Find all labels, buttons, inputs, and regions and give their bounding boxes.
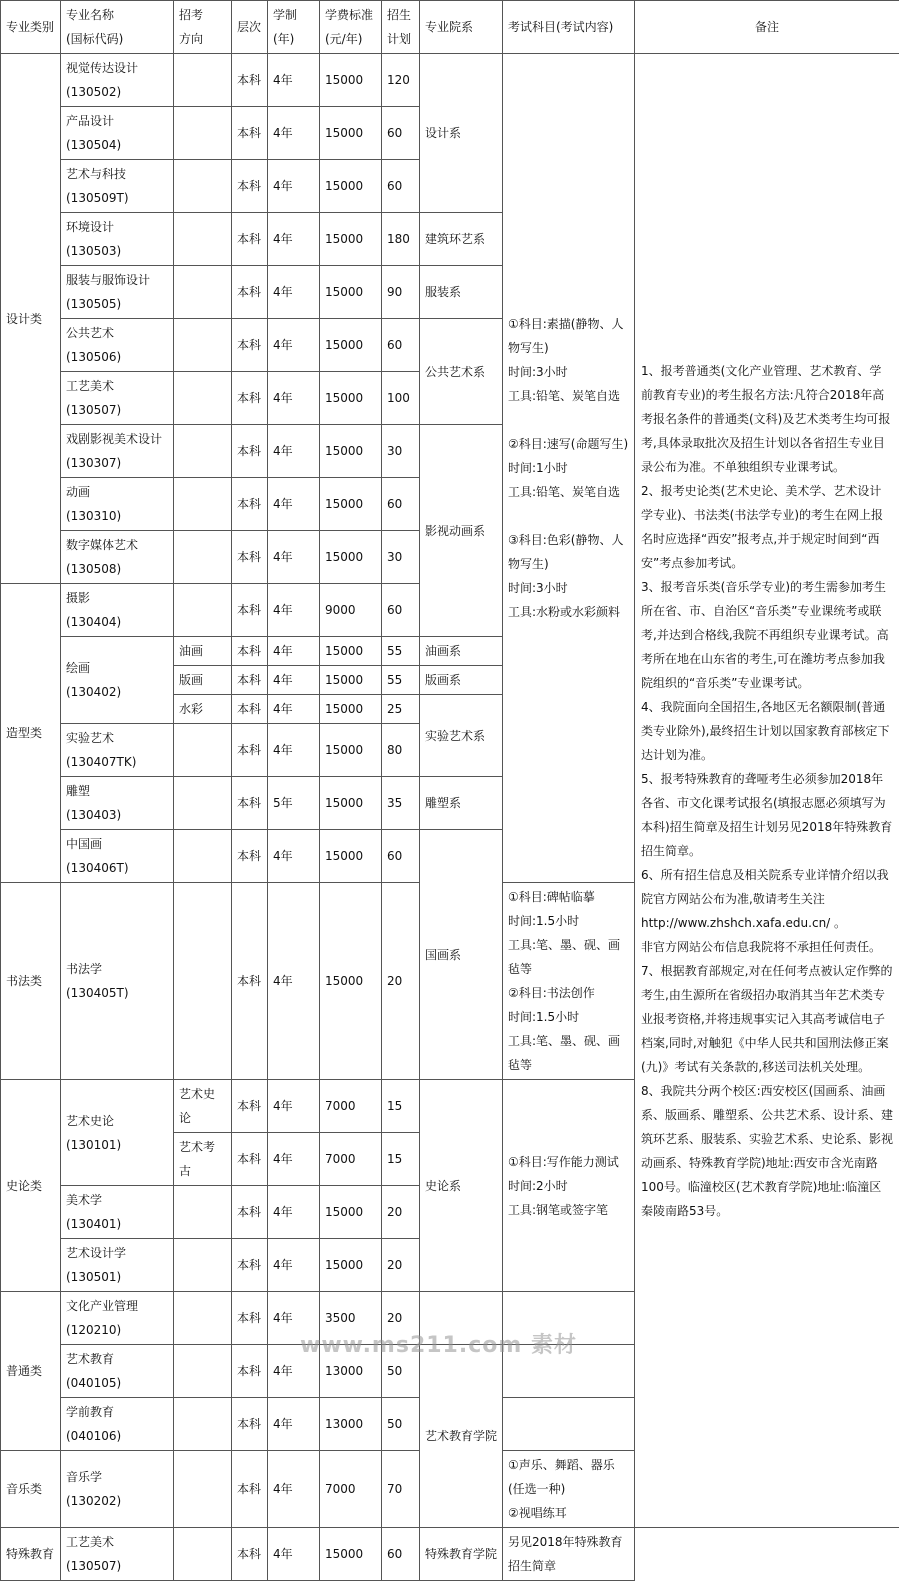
major-name: 视觉传达设计 (130502) [61, 54, 174, 107]
fee: 13000 [320, 1398, 382, 1451]
plan: 25 [382, 695, 420, 724]
plan: 15 [382, 1080, 420, 1133]
fee: 3500 [320, 1292, 382, 1345]
fee: 15000 [320, 1239, 382, 1292]
plan: 55 [382, 666, 420, 695]
direction [174, 160, 232, 213]
department-chinese-painting: 国画系 [420, 830, 503, 1080]
header-category: 专业类别 [1, 1, 61, 54]
department-experimental: 实验艺术系 [420, 695, 503, 777]
direction [174, 724, 232, 777]
level: 本科 [232, 478, 268, 531]
years: 4年 [268, 1080, 320, 1133]
exam-music: ①声乐、舞蹈、器乐(任选一种) ②视唱练耳 [503, 1451, 635, 1528]
level: 本科 [232, 724, 268, 777]
level: 本科 [232, 531, 268, 584]
department-sculpture: 雕塑系 [420, 777, 503, 830]
fee: 15000 [320, 372, 382, 425]
department-special-education: 特殊教育学院 [420, 1528, 503, 1581]
level: 本科 [232, 666, 268, 695]
level: 本科 [232, 637, 268, 666]
level: 本科 [232, 830, 268, 883]
direction [174, 1186, 232, 1239]
fee: 15000 [320, 266, 382, 319]
direction [174, 883, 232, 1080]
level: 本科 [232, 54, 268, 107]
level: 本科 [232, 1239, 268, 1292]
years: 4年 [268, 372, 320, 425]
major-name: 公共艺术 (130506) [61, 319, 174, 372]
major-name: 书法学 (130405T) [61, 883, 174, 1080]
direction: 油画 [174, 637, 232, 666]
plan: 100 [382, 372, 420, 425]
header-fee: 学费标准 (元/年) [320, 1, 382, 54]
plan: 15 [382, 1133, 420, 1186]
direction: 水彩 [174, 695, 232, 724]
major-name: 雕塑 (130403) [61, 777, 174, 830]
years: 4年 [268, 107, 320, 160]
plan: 20 [382, 1239, 420, 1292]
major-name: 艺术与科技 (130509T) [61, 160, 174, 213]
fee: 15000 [320, 213, 382, 266]
plan: 60 [382, 478, 420, 531]
category-design: 设计类 [1, 54, 61, 584]
years: 4年 [268, 478, 320, 531]
direction [174, 584, 232, 637]
department-history: 史论系 [420, 1080, 503, 1292]
fee: 15000 [320, 724, 382, 777]
plan: 30 [382, 425, 420, 478]
plan: 35 [382, 777, 420, 830]
years: 4年 [268, 1292, 320, 1345]
years: 4年 [268, 695, 320, 724]
years: 4年 [268, 883, 320, 1080]
fee: 9000 [320, 584, 382, 637]
header-level: 层次 [232, 1, 268, 54]
category-special: 特殊教育 [1, 1528, 61, 1581]
header-plan: 招生 计划 [382, 1, 420, 54]
plan: 30 [382, 531, 420, 584]
fee: 15000 [320, 666, 382, 695]
category-music: 音乐类 [1, 1451, 61, 1528]
category-calligraphy: 书法类 [1, 883, 61, 1080]
major-name: 艺术史论 (130101) [61, 1080, 174, 1186]
level: 本科 [232, 1186, 268, 1239]
years: 4年 [268, 1345, 320, 1398]
major-name: 绘画 (130402) [61, 637, 174, 724]
plan: 60 [382, 160, 420, 213]
fee: 15000 [320, 319, 382, 372]
major-name: 艺术设计学 (130501) [61, 1239, 174, 1292]
direction [174, 830, 232, 883]
major-name: 实验艺术 (130407TK) [61, 724, 174, 777]
level: 本科 [232, 1133, 268, 1186]
direction [174, 372, 232, 425]
department-oil: 油画系 [420, 637, 503, 666]
fee: 15000 [320, 531, 382, 584]
direction [174, 1292, 232, 1345]
header-department: 专业院系 [420, 1, 503, 54]
fee: 15000 [320, 160, 382, 213]
years: 4年 [268, 213, 320, 266]
level: 本科 [232, 107, 268, 160]
plan: 120 [382, 54, 420, 107]
department-print: 版画系 [420, 666, 503, 695]
exam-history: ①科目:写作能力测试 时间:2小时 工具:钢笔或签字笔 [503, 1080, 635, 1292]
plan: 60 [382, 319, 420, 372]
major-name: 美术学 (130401) [61, 1186, 174, 1239]
major-name: 工艺美术 (130507) [61, 1528, 174, 1581]
direction [174, 1345, 232, 1398]
years: 4年 [268, 160, 320, 213]
level: 本科 [232, 883, 268, 1080]
plan: 60 [382, 830, 420, 883]
level: 本科 [232, 584, 268, 637]
header-major: 专业名称 (国标代码) [61, 1, 174, 54]
exam-empty [503, 1398, 635, 1451]
level: 本科 [232, 1451, 268, 1528]
direction [174, 1528, 232, 1581]
plan: 20 [382, 883, 420, 1080]
plan: 50 [382, 1345, 420, 1398]
direction [174, 478, 232, 531]
header-years: 学制 (年) [268, 1, 320, 54]
years: 4年 [268, 830, 320, 883]
direction [174, 1451, 232, 1528]
header-direction: 招考 方向 [174, 1, 232, 54]
major-name: 中国画 (130406T) [61, 830, 174, 883]
direction: 艺术考古 [174, 1133, 232, 1186]
major-name: 产品设计 (130504) [61, 107, 174, 160]
plan: 80 [382, 724, 420, 777]
major-name: 音乐学 (130202) [61, 1451, 174, 1528]
direction [174, 54, 232, 107]
direction [174, 1239, 232, 1292]
years: 4年 [268, 637, 320, 666]
exam-empty [503, 1292, 635, 1345]
department-architecture: 建筑环艺系 [420, 213, 503, 266]
major-name: 摄影 (130404) [61, 584, 174, 637]
level: 本科 [232, 777, 268, 830]
fee: 15000 [320, 695, 382, 724]
major-name: 文化产业管理 (120210) [61, 1292, 174, 1345]
fee: 15000 [320, 883, 382, 1080]
fee: 15000 [320, 1528, 382, 1581]
direction [174, 107, 232, 160]
plan: 70 [382, 1451, 420, 1528]
exam-art: ①科目:素描(静物、人物写生) 时间:3小时 工具:铅笔、炭笔自选 ②科目:速写(命题写生) 时间:1小时 工具:铅笔、炭笔自选 ③科目:色彩(静物、人物写生) 时间:3小时 工具:水粉或水彩颜料 [503, 54, 635, 883]
level: 本科 [232, 1292, 268, 1345]
fee: 15000 [320, 478, 382, 531]
major-name: 戏剧影视美术设计 (130307) [61, 425, 174, 478]
direction [174, 531, 232, 584]
years: 4年 [268, 1451, 320, 1528]
level: 本科 [232, 213, 268, 266]
plan: 90 [382, 266, 420, 319]
exam-special: 另见2018年特殊教育招生简章 [503, 1528, 635, 1581]
direction: 版画 [174, 666, 232, 695]
fee: 15000 [320, 830, 382, 883]
department-empty [420, 1292, 503, 1345]
fee: 7000 [320, 1133, 382, 1186]
watermark: www.ms211.com 素材 [300, 1328, 577, 1359]
department-public-art: 公共艺术系 [420, 319, 503, 425]
plan: 20 [382, 1292, 420, 1345]
major-name: 数字媒体艺术 (130508) [61, 531, 174, 584]
category-fine-art: 造型类 [1, 584, 61, 883]
level: 本科 [232, 372, 268, 425]
years: 4年 [268, 1186, 320, 1239]
exam-empty [503, 1345, 635, 1398]
level: 本科 [232, 1528, 268, 1581]
fee: 15000 [320, 777, 382, 830]
level: 本科 [232, 160, 268, 213]
level: 本科 [232, 266, 268, 319]
exam-calligraphy: ①科目:碑帖临摹 时间:1.5小时 工具:笔、墨、砚、画毡等 ②科目:书法创作 时间:1.5小时 工具:笔、墨、砚、画毡等 [503, 883, 635, 1080]
fee: 7000 [320, 1080, 382, 1133]
years: 4年 [268, 584, 320, 637]
direction [174, 425, 232, 478]
plan: 60 [382, 584, 420, 637]
years: 4年 [268, 666, 320, 695]
department-fashion: 服装系 [420, 266, 503, 319]
major-name: 动画 (130310) [61, 478, 174, 531]
fee: 15000 [320, 1186, 382, 1239]
years: 5年 [268, 777, 320, 830]
level: 本科 [232, 1398, 268, 1451]
direction [174, 1398, 232, 1451]
level: 本科 [232, 425, 268, 478]
category-history: 史论类 [1, 1080, 61, 1292]
department-animation: 影视动画系 [420, 425, 503, 637]
years: 4年 [268, 1239, 320, 1292]
direction [174, 777, 232, 830]
years: 4年 [268, 1398, 320, 1451]
remarks: 1、报考普通类(文化产业管理、艺术教育、学前教育专业)的考生报名方法:凡符合2018年高考报名条件的普通类(文科)及艺术类考生均可报考,具体录取批次及招生计划以各省招生专业目录公布为准。不单独组织专业课考试。 2、报考史论类(艺术史论、美术学、艺术设计学专业)、书法类(书法学专业)的考生在网上报名时应选择“西安”报考点,并于规定时间到“西安”考点参加考试。 3、报考音乐类(音乐学专业)的考生需参加考生所在省、市、自治区“音乐类”专业课统考或联考,并达到合格线,我院不再组织专业课考试。高考所在地在山东省的考生,可在潍坊考点参加我院组织的“音乐类”专业课考试。 4、我院面向全国招生,各地区无名额限制(普通类专业除外),最终招生计划以国家教育部核定下达计划为准。 5、报考特殊教育的聋哑考生必须参加2018年各省、市文化课考试报名(填报志愿必须填写为本科)招生简章及招生计划另见2018年特殊教育招生简章。 6、所有招生信息及相关院系专业详情介绍以我院官方网站公布为准,敬请考生关注http://www.zhshch.xafa.edu.cn/ 。 非官方网站公布信息我院将不承担任何责任。 7、根据教育部规定,对在任何考点被认定作弊的考生,由生源所在省级招办取消其当年艺术类专业报考资格,并将违规事实记入其高考诚信电子档案,同时,对触犯《中华人民共和国刑法修正案(九)》考试有关条款的,移送司法机关处理。 8、我院共分两个校区:西安校区(国画系、油画系、版画系、雕塑系、公共艺术系、设计系、建筑环艺系、服装系、实验艺术系、史论系、影视动画系、特殊教育学院)地址:西安市含光南路100号。临潼校区(艺术教育学院)地址:临潼区秦陵南路53号。 [635, 54, 899, 1528]
years: 4年 [268, 531, 320, 584]
level: 本科 [232, 695, 268, 724]
major-name: 艺术教育 (040105) [61, 1345, 174, 1398]
years: 4年 [268, 724, 320, 777]
header-exam: 考试科目(考试内容) [503, 1, 635, 54]
fee: 15000 [320, 54, 382, 107]
years: 4年 [268, 1133, 320, 1186]
years: 4年 [268, 1528, 320, 1581]
major-name: 服装与服饰设计 (130505) [61, 266, 174, 319]
plan: 180 [382, 213, 420, 266]
direction [174, 319, 232, 372]
major-name: 学前教育 (040106) [61, 1398, 174, 1451]
direction [174, 213, 232, 266]
fee: 13000 [320, 1345, 382, 1398]
fee: 7000 [320, 1451, 382, 1528]
fee: 15000 [320, 637, 382, 666]
department-art-education: 艺术教育学院 [420, 1345, 503, 1528]
plan: 60 [382, 1528, 420, 1581]
years: 4年 [268, 319, 320, 372]
fee: 15000 [320, 425, 382, 478]
level: 本科 [232, 1080, 268, 1133]
years: 4年 [268, 266, 320, 319]
level: 本科 [232, 319, 268, 372]
fee: 15000 [320, 107, 382, 160]
plan: 20 [382, 1186, 420, 1239]
major-name: 工艺美术 (130507) [61, 372, 174, 425]
direction: 艺术史论 [174, 1080, 232, 1133]
direction [174, 266, 232, 319]
header-remarks: 备注 [635, 1, 899, 54]
department-design: 设计系 [420, 54, 503, 213]
plan: 60 [382, 107, 420, 160]
years: 4年 [268, 54, 320, 107]
years: 4年 [268, 425, 320, 478]
category-general: 普通类 [1, 1292, 61, 1451]
major-name: 环境设计 (130503) [61, 213, 174, 266]
plan: 55 [382, 637, 420, 666]
plan: 50 [382, 1398, 420, 1451]
level: 本科 [232, 1345, 268, 1398]
